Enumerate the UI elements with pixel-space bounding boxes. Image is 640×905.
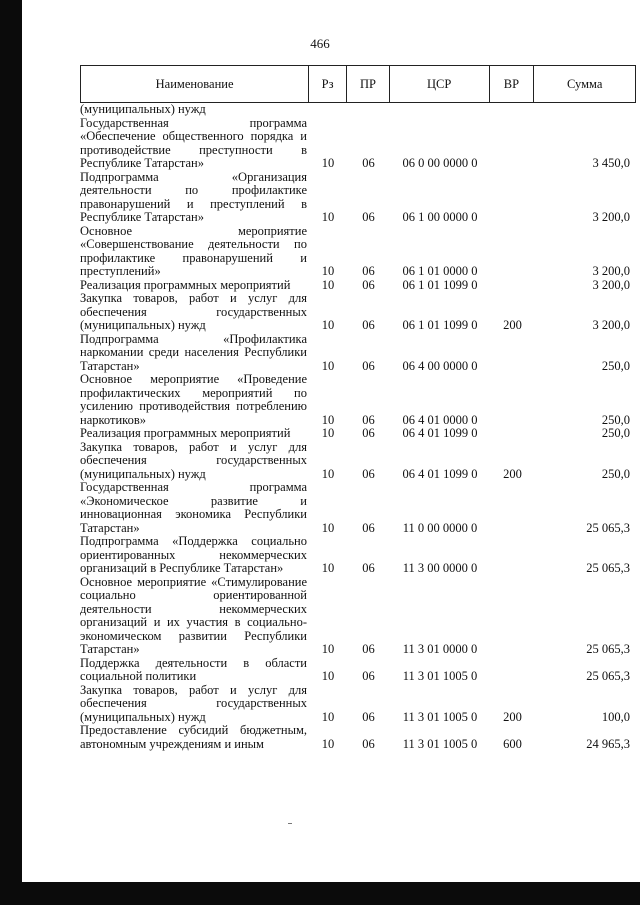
- cell-pr: 06: [362, 412, 375, 427]
- table-row: [80, 427, 636, 441]
- table-row: [80, 724, 636, 751]
- cell-pr: 06: [362, 264, 375, 278]
- header-csr: ЦСР: [390, 66, 490, 102]
- cell-csr: 11 0 00 0000 0: [402, 520, 478, 535]
- cell-pr: 06: [362, 736, 375, 751]
- table-row: [80, 373, 636, 427]
- scan-left-edge: [0, 0, 22, 905]
- page-number: 466: [310, 36, 330, 51]
- cell-pr: 06: [362, 156, 375, 170]
- cell-pr: 06: [362, 277, 375, 292]
- table-row: [80, 333, 636, 374]
- cell-name: Реализация программных мероприятий: [80, 426, 291, 440]
- cell-rz: 10: [321, 318, 335, 332]
- cell-pr: 06: [362, 358, 375, 373]
- cell-rz: 10: [321, 412, 335, 427]
- cell-name: Государственная программа «Обеспечение общественного порядка и противодействие преступности в Республике Татарстан»: [80, 115, 307, 170]
- cell-rz: 10: [321, 210, 335, 224]
- cell-csr: 06 4 01 0000 0: [402, 412, 478, 427]
- cell-csr: 06 0 00 0000 0: [402, 156, 478, 170]
- cell-sum: 250,0: [601, 426, 630, 440]
- cell-vr: 600: [503, 736, 522, 751]
- cell-sum: 3 200,0: [592, 210, 630, 224]
- cell-vr: 200: [503, 709, 522, 724]
- cell-name: Предоставление субсидий бюджетным, автономным учреждениям и иным: [80, 723, 307, 751]
- cell-name: Подпрограмма «Организация деятельности по профилактике правонарушений и преступлений в Республике Татарстан»: [80, 169, 307, 224]
- cell-sum: 3 200,0: [592, 264, 630, 278]
- cell-pr: 06: [362, 520, 375, 535]
- cell-sum: 3 450,0: [592, 156, 630, 170]
- cell-name: Основное мероприятие «Проведение профилактических мероприятий по усилению противодействия потреблению наркотиков»: [80, 372, 307, 427]
- cell-sum: 250,0: [601, 358, 630, 373]
- table-row: [80, 171, 636, 225]
- header-pr: ПР: [347, 66, 390, 102]
- cell-pr: 06: [362, 642, 375, 656]
- cell-csr: 11 3 01 1005 0: [402, 736, 478, 751]
- cell-pr: 06: [362, 561, 375, 575]
- cell-sum: 25 065,3: [586, 520, 630, 535]
- cell-sum: 250,0: [601, 412, 630, 427]
- cell-rz: 10: [321, 358, 335, 373]
- cell-name: (муниципальных) нужд: [80, 102, 206, 116]
- cell-sum: 25 065,3: [586, 561, 630, 575]
- header-name: Наименование: [81, 66, 309, 102]
- cell-rz: 10: [321, 156, 335, 170]
- table-body: [80, 103, 636, 751]
- cell-sum: 250,0: [601, 466, 630, 481]
- cell-csr: 11 3 01 1005 0: [402, 709, 478, 724]
- header-vr: ВР: [490, 66, 535, 102]
- cell-rz: 10: [321, 520, 335, 535]
- cell-pr: 06: [362, 318, 375, 332]
- cell-sum: 25 065,3: [586, 669, 630, 683]
- cell-sum: 25 065,3: [586, 642, 630, 656]
- cell-csr: 06 4 00 0000 0: [402, 358, 478, 373]
- cell-pr: 06: [362, 426, 375, 440]
- cell-sum: 3 200,0: [592, 318, 630, 332]
- cell-pr: 06: [362, 669, 375, 683]
- table-row: [80, 103, 636, 117]
- cell-rz: 10: [321, 426, 335, 440]
- cell-rz: 10: [321, 736, 335, 751]
- cell-name: Закупка товаров, работ и услуг для обеспечения государственных (муниципальных) нужд: [80, 439, 307, 481]
- cell-rz: 10: [321, 277, 335, 292]
- cell-csr: 11 3 00 0000 0: [402, 561, 478, 575]
- header-sum: Сумма: [566, 76, 603, 91]
- cell-csr: 11 3 01 0000 0: [402, 642, 478, 656]
- cell-sum: 24 965,3: [586, 736, 630, 751]
- cell-csr: 06 1 01 1099 0: [402, 318, 478, 332]
- cell-name: Реализация программных мероприятий: [80, 277, 291, 292]
- table-row: [80, 117, 636, 171]
- cell-sum: 3 200,0: [592, 277, 630, 292]
- cell-name: Государственная программа «Экономическое развитие и инновационная экономика Республики Татарстан»: [80, 480, 307, 535]
- cell-pr: 06: [362, 210, 375, 224]
- cell-rz: 10: [321, 709, 335, 724]
- cell-rz: 10: [321, 264, 335, 278]
- cell-sum: 100,0: [601, 709, 630, 724]
- cell-vr: 200: [503, 466, 522, 481]
- table-row: [80, 684, 636, 725]
- table-row: [80, 481, 636, 535]
- scan-speck: [288, 823, 292, 824]
- cell-rz: 10: [321, 669, 335, 683]
- table-row: [80, 535, 636, 576]
- table-row: [80, 225, 636, 279]
- cell-name: Поддержка деятельности в области социальной политики: [80, 655, 307, 683]
- table-row: [80, 292, 636, 333]
- scan-bottom-edge: [0, 882, 640, 905]
- cell-csr: 11 3 01 1005 0: [402, 669, 478, 683]
- cell-csr: 06 4 01 1099 0: [402, 426, 478, 440]
- cell-rz: 10: [321, 466, 335, 481]
- cell-csr: 06 1 00 0000 0: [402, 210, 478, 224]
- cell-rz: 10: [321, 561, 335, 575]
- cell-rz: 10: [321, 642, 335, 656]
- table-row: [80, 441, 636, 482]
- table-header: [80, 65, 636, 103]
- cell-csr: 06 1 01 1099 0: [402, 277, 478, 292]
- table-row: [80, 657, 636, 684]
- cell-csr: 06 4 01 1099 0: [402, 466, 478, 481]
- cell-name: Подпрограмма «Поддержка социально ориентированных некоммерческих организаций в Республике Татарстан»: [80, 534, 307, 575]
- cell-name: Закупка товаров, работ и услуг для обеспечения государственных (муниципальных) нужд: [80, 682, 307, 724]
- header-rz: Рз: [309, 66, 347, 102]
- cell-name: Основное мероприятие «Совершенствование деятельности по профилактике правонарушений и преступлений»: [80, 223, 307, 278]
- table-row: [80, 279, 636, 293]
- cell-csr: 06 1 01 0000 0: [402, 264, 478, 278]
- cell-pr: 06: [362, 709, 375, 724]
- cell-vr: 200: [503, 318, 522, 332]
- table-row: [80, 576, 636, 657]
- cell-name: Закупка товаров, работ и услуг для обеспечения государственных (муниципальных) нужд: [80, 291, 307, 332]
- cell-name: Подпрограмма «Профилактика наркомании среди населения Республики Татарстан»: [80, 331, 307, 373]
- cell-pr: 06: [362, 466, 375, 481]
- cell-name: Основное мероприятие «Стимулирование социально ориентированной деятельности некоммерческих организаций и их участия в социально-экономическом развитии Республики Татарстан»: [80, 574, 307, 656]
